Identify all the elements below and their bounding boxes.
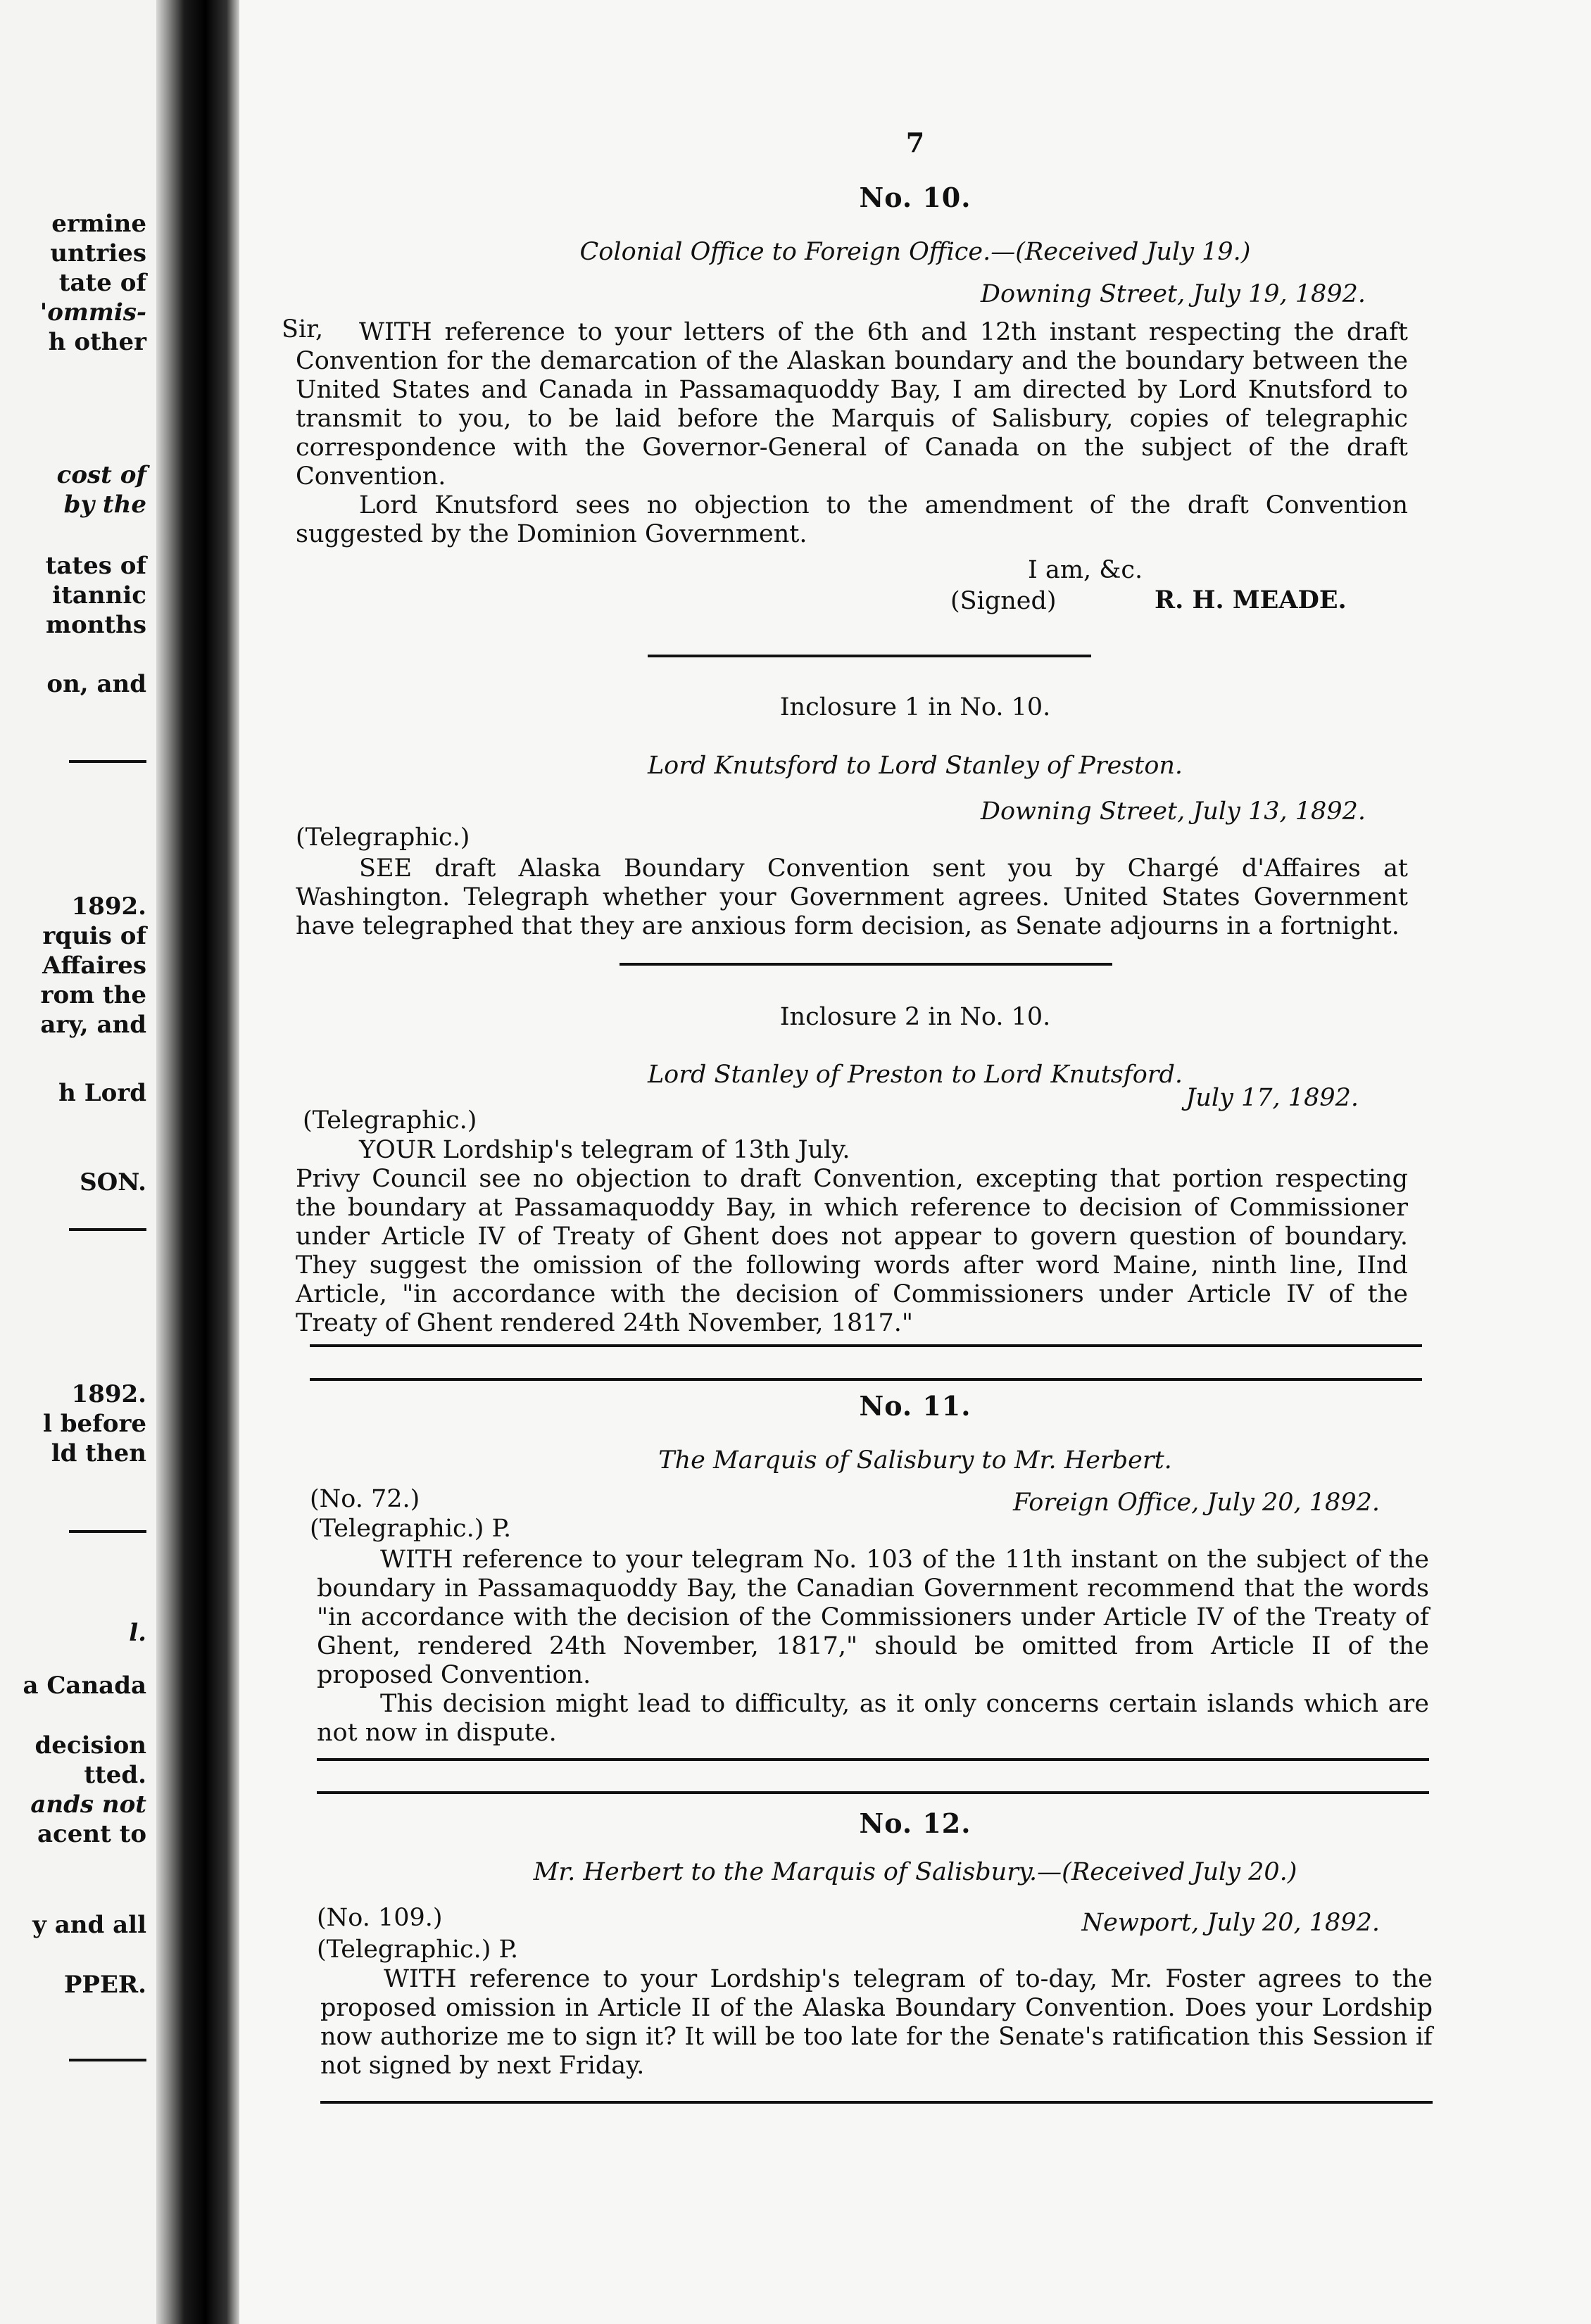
document-page [239,0,1591,2324]
dateline: Foreign Office, July 20, 1892. [1012,1489,1380,1517]
left-fragment: SON. [80,1168,146,1196]
left-fragment: rom the [40,981,146,1009]
paragraph: WITH reference to your telegram No. 103 of the 11th instant on the subject of the boundary in Passamaquoddy Bay, the Canadian Government recommend that the words "in accordance with the decision of the Commissioners under Article IV of the Treaty of Ghent, rendered 24th November, 1817," should be omitted from Article II of the proposed Convention. [317,1546,1429,1689]
left-fragment: ld then [51,1439,146,1467]
divider [317,1758,1429,1761]
left-fragment: tate of [58,269,146,297]
left-fragment: on, and [46,670,146,698]
left-divider [69,2059,146,2061]
telegraphic-label: (Telegraphic.) [303,1106,477,1135]
dateline: July 17, 1892. [1186,1084,1359,1112]
paragraph: SEE draft Alaska Boundary Convention sent you by Chargé d'Affaires at Washington. Telegraph whether your Government agrees. United States Government have telegraphed that they are anxious form decision, as Senate adjourns in a fortnight. [296,854,1408,940]
telegram-body [296,1136,1408,1338]
paragraph: This decision might lead to difficulty, as it only concerns certain islands which are not now in dispute. [317,1690,1429,1747]
left-fragment: itannic [52,581,146,610]
left-fragment: l before [42,1410,146,1438]
left-fragment: 1892. [71,892,146,921]
left-fragment: 1892. [71,1380,146,1408]
left-fragment: h Lord [58,1079,146,1107]
left-fragment: a Canada [23,1672,146,1700]
inclosure-heading: Inclosure 2 in No. 10. [779,1003,1051,1031]
doc-number: No. 11. [859,1390,971,1422]
divider [310,1378,1422,1381]
divider [310,1344,1422,1347]
telegram-body [296,854,1408,941]
letter-body [296,318,1408,549]
left-fragment: y and all [32,1911,146,1939]
inclosure-subtitle: Lord Stanley of Preston to Lord Knutsford. [647,1061,1183,1089]
paragraph: Privy Council see no objection to draft Convention, excepting that portion respecting the boundary at Passamaquoddy Bay, in which reference to decision of Commissioner under Article IV of Treaty of Ghent does not appear to govern question of boundary. They suggest the omission of the following words after word Maine, ninth line, IInd Article, "in accordance with the decision of Commissioners under Article IV of the Treaty of Ghent rendered 24th November, 1817." [296,1165,1408,1337]
signed-label: (Signed) [950,587,1057,615]
dateline: Downing Street, July 13, 1892. [980,797,1366,826]
left-facing-page [0,0,156,2324]
inclosure-heading: Inclosure 1 in No. 10. [779,693,1051,721]
left-fragment: 'ommis- [39,298,146,327]
divider [320,2101,1433,2104]
left-fragment: ermine [51,210,146,238]
telegram-body [317,1546,1429,1748]
left-fragment: PPER. [63,1971,146,1999]
doc-number: No. 12. [859,1807,971,1839]
paragraph: Lord Knutsford sees no objection to the amendment of the draft Convention suggested by the Dominion Government. [296,491,1408,548]
left-fragment: Affaires [42,952,146,980]
closing: I am, &c. [1028,556,1143,584]
telegram-body [320,1965,1433,2080]
left-fragment: rquis of [42,922,146,950]
doc-number: No. 10. [859,182,971,213]
left-fragment: untries [50,239,146,267]
doc-subtitle: The Marquis of Salisbury to Mr. Herbert. [658,1446,1172,1474]
left-divider [69,760,146,763]
divider [620,963,1112,966]
left-fragment: cost of [56,461,146,489]
left-fragment: months [46,611,146,639]
left-divider [69,1228,146,1231]
inclosure-subtitle: Lord Knutsford to Lord Stanley of Preston. [647,752,1183,780]
dateline: Downing Street, July 19, 1892. [980,280,1366,308]
signer: R. H. MEADE. [1155,586,1347,614]
divider [648,655,1091,657]
paragraph: WITH reference to your letters of the 6th and 12th instant respecting the draft Convention for the demarcation of the Alaskan boundary and the boundary between the United States and Canada in Passamaquoddy Bay, I am directed by Lord Knutsford to transmit to you, to be laid before the Marquis of Salisbury, copies of telegraphic correspondence with the Governor-General of Canada on the subject of the draft Convention. [296,318,1408,491]
left-fragment: acent to [37,1820,146,1848]
paragraph: YOUR Lordship's telegram of 13th July. [359,1136,850,1164]
reference-number: (No. 109.) [317,1904,443,1932]
left-fragment: tates of [45,552,146,580]
left-fragment: l. [129,1619,146,1647]
left-fragment: ary, and [40,1011,146,1039]
left-fragment: h other [48,328,146,356]
divider [317,1791,1429,1794]
doc-subtitle: Mr. Herbert to the Marquis of Salisbury.—(Received July 20.) [533,1858,1297,1886]
book-gutter [156,0,239,2324]
left-divider [69,1530,146,1533]
paragraph: WITH reference to your Lordship's telegram of to-day, Mr. Foster agrees to the proposed omission in Article II of the Alaska Boundary Convention. Does your Lordship now authorize me to sign it? It will be too late for the Senate's ratification this Session if not signed by next Friday. [320,1965,1433,2080]
left-fragment: tted. [84,1761,146,1789]
left-fragment: by the [63,491,146,519]
doc-subtitle: Colonial Office to Foreign Office.—(Received July 19.) [579,238,1251,266]
reference-number: (No. 72.) [310,1485,420,1513]
telegraphic-label: (Telegraphic.) [296,823,470,852]
dateline: Newport, July 20, 1892. [1081,1909,1380,1937]
telegraphic-label: (Telegraphic.) P. [310,1515,512,1543]
page-number: 7 [905,127,925,158]
left-fragment: decision [34,1731,146,1760]
telegraphic-label: (Telegraphic.) P. [317,1935,519,1964]
salutation: Sir, [282,315,324,343]
left-fragment: ands not [30,1791,146,1819]
